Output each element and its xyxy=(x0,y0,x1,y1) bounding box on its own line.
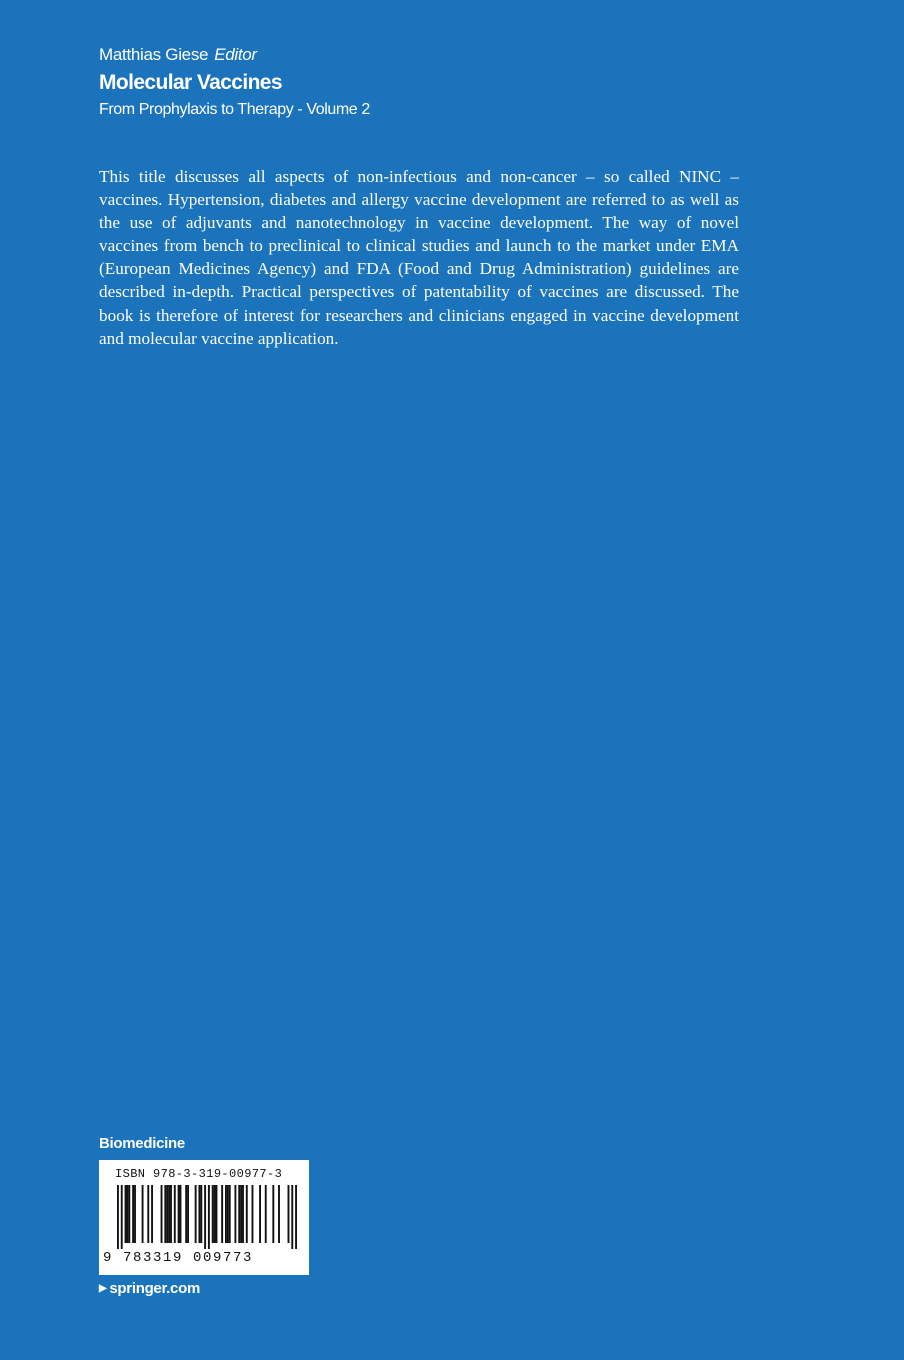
barcode-bar xyxy=(126,1185,128,1243)
barcode-bar xyxy=(240,1185,242,1243)
subject-category: Biomedicine xyxy=(99,1135,185,1152)
barcode-bar xyxy=(295,1185,297,1249)
barcode-bar xyxy=(234,1185,236,1243)
barcode-bar xyxy=(142,1185,144,1243)
book-description: This title discusses all aspects of non-infectious and non-cancer – so called NINC – vaccines. Hypertension, diabetes and allergy vaccine development are referred to as well as the use of adjuvants and nanotechnology in vaccine development. The way of novel vaccines from bench to preclinical to clinical studies and launch to the market under EMA (European Medicines Agency) and FDA (Food and Drug Administration) guidelines are described in-depth. Practical perspectives of patentability of vaccines are discussed. The book is therefore of interest for researchers and clinicians engaged in vaccine development and molecular vaccine application. xyxy=(99,167,739,348)
cover-header xyxy=(99,44,370,121)
barcode-bar xyxy=(278,1185,280,1243)
publisher-url: springer.com xyxy=(109,1280,200,1297)
barcode-bar xyxy=(198,1185,200,1243)
book-subtitle: From Prophylaxis to Therapy - Volume 2 xyxy=(99,101,370,118)
barcode-bar xyxy=(229,1185,231,1243)
barcode-bar xyxy=(225,1185,227,1243)
barcode-bar xyxy=(200,1185,202,1243)
editor-line xyxy=(99,44,370,66)
barcode-bar xyxy=(214,1185,216,1243)
barcode-bar xyxy=(128,1185,130,1243)
barcode-bar xyxy=(265,1185,267,1243)
barcode-bar xyxy=(187,1185,189,1243)
barcode-bar xyxy=(212,1185,214,1243)
editor-name: Matthias Giese xyxy=(99,45,209,64)
barcode-bar xyxy=(208,1185,210,1249)
barcode-bar xyxy=(178,1185,180,1243)
barcode-bar xyxy=(134,1185,136,1243)
barcode-bar xyxy=(288,1185,290,1243)
barcode-bar xyxy=(272,1185,274,1243)
barcode-bar xyxy=(291,1185,293,1249)
barcode-bar xyxy=(121,1185,123,1249)
barcode-bar xyxy=(185,1185,187,1243)
barcode-bar xyxy=(227,1185,229,1243)
barcode-bar xyxy=(246,1185,248,1243)
barcode-bar xyxy=(221,1185,223,1243)
barcode-bar xyxy=(204,1185,206,1249)
publisher-link[interactable] xyxy=(99,1280,200,1297)
barcode-bar xyxy=(252,1185,254,1243)
barcode-bar xyxy=(147,1185,149,1243)
barcode-bar xyxy=(259,1185,261,1243)
barcode-digits: 9 783319 009773 xyxy=(103,1250,254,1266)
barcode-bar xyxy=(180,1185,182,1243)
book-title: Molecular Vaccines xyxy=(99,71,282,94)
barcode-bar xyxy=(168,1185,170,1243)
editor-role: Editor xyxy=(214,45,257,64)
barcode-bar xyxy=(161,1185,163,1243)
barcode-bars xyxy=(117,1185,297,1249)
barcode-bar xyxy=(117,1185,119,1249)
barcode-bar xyxy=(242,1185,244,1243)
barcode-bar xyxy=(238,1185,240,1243)
barcode-bar xyxy=(151,1185,153,1243)
barcode-bar xyxy=(170,1185,172,1243)
barcode-bar xyxy=(132,1185,134,1243)
triangle-right-icon: ▶ xyxy=(99,1283,107,1294)
barcode-bar xyxy=(195,1185,197,1243)
barcode-bar xyxy=(125,1185,127,1243)
isbn-barcode xyxy=(99,1160,309,1275)
barcode-bar xyxy=(166,1185,168,1243)
barcode-bar xyxy=(174,1185,176,1243)
isbn-label: ISBN 978-3-319-00977-3 xyxy=(115,1167,283,1181)
barcode-bar xyxy=(164,1185,166,1243)
barcode-bar xyxy=(216,1185,218,1243)
